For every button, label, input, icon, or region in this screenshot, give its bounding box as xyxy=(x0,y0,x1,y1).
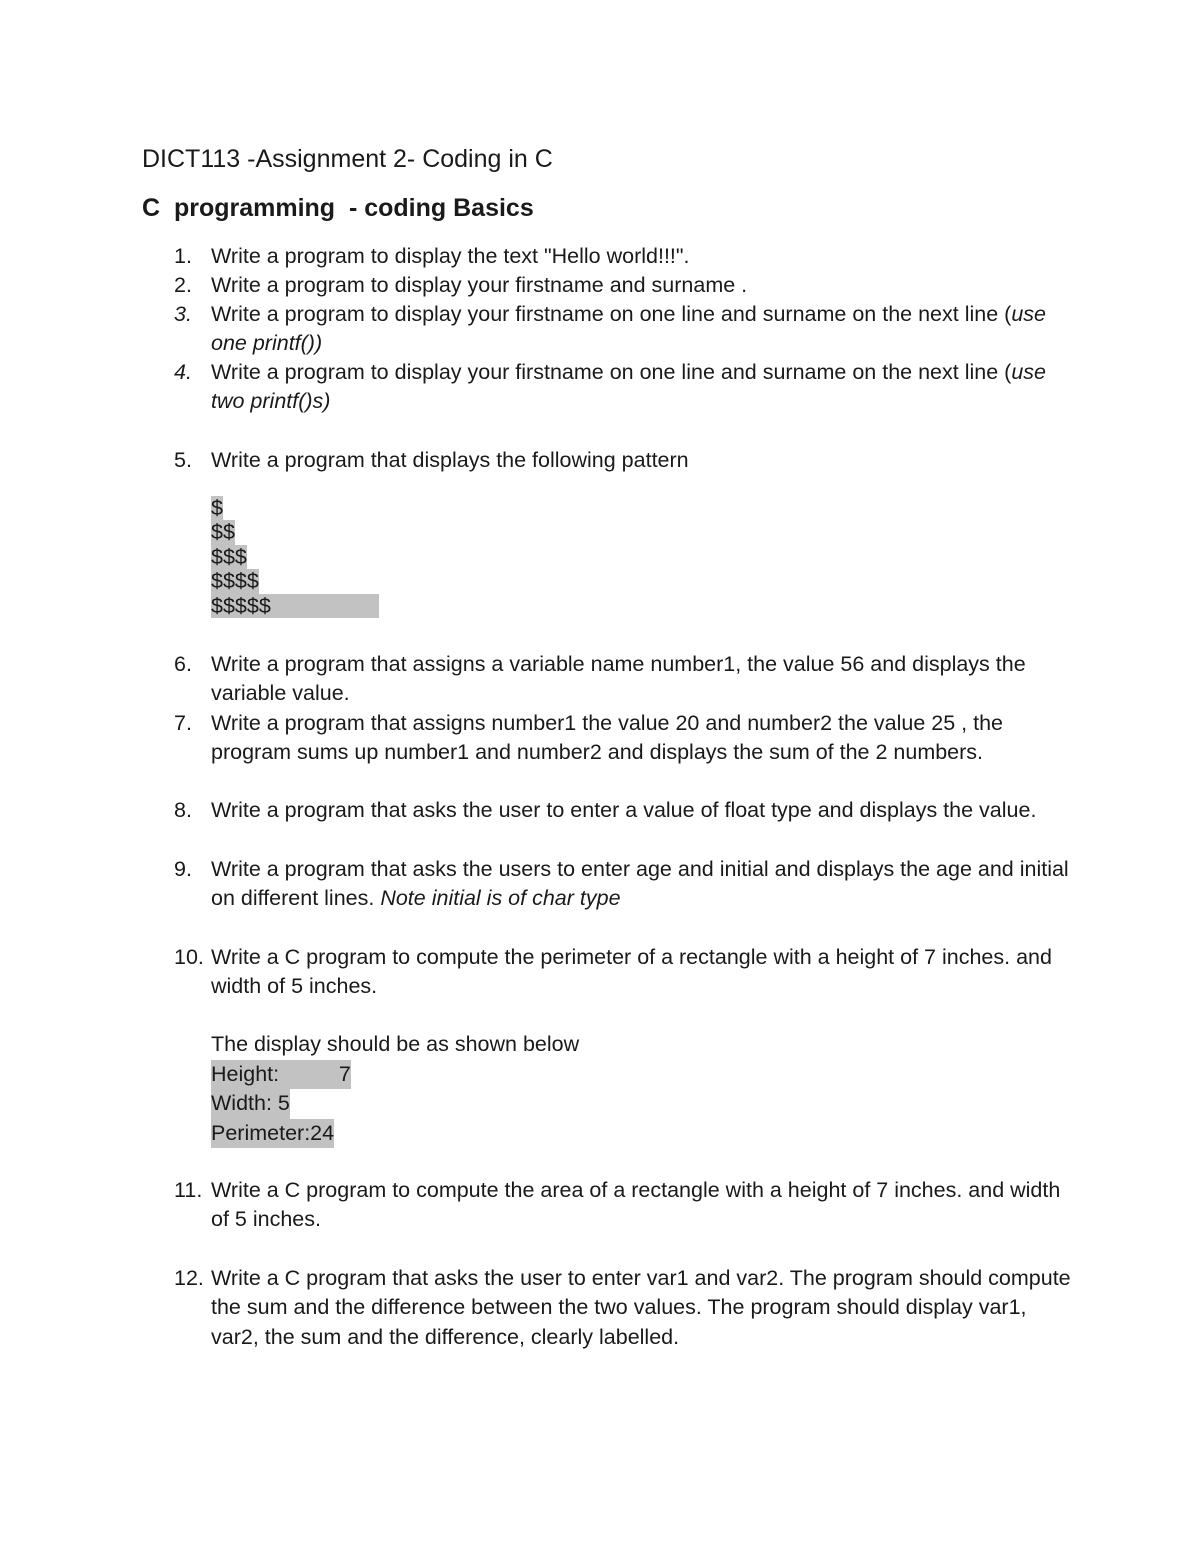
display-line-width: Width: 5 xyxy=(211,1089,290,1119)
question-number: 12. xyxy=(174,1266,204,1290)
document-title: DICT113 -Assignment 2- Coding in C xyxy=(142,145,553,173)
pattern-line: $$$$ xyxy=(211,569,259,594)
question-text-main: Write a program that asks the users to enter age and initial and displays the age and initial on different lines. xyxy=(211,857,1069,911)
question-text-main: Write a program to display your firstname on one line and surname on the next line ( xyxy=(211,360,1012,384)
pattern-line: $ xyxy=(211,496,223,520)
question-number: 8. xyxy=(174,798,192,822)
question-text: Write a program to display the text "Hello world!!!". xyxy=(211,244,690,268)
question-text xyxy=(211,300,1071,359)
display-line-height: Height: 7 xyxy=(211,1060,351,1090)
question-text-main: Write a program to display your firstname on one line and surname on the next line ( xyxy=(211,302,1012,326)
pattern-line: $$$$$ xyxy=(211,594,379,618)
question-text: Write a C program to compute the area of a rectangle with a height of 7 inches. and width of 5 inches. xyxy=(211,1178,1061,1232)
question-number: 9. xyxy=(174,857,192,881)
question-number: 4. xyxy=(174,360,192,384)
question-text: Write a program that assigns number1 the value 20 and number2 the value 25 , the program sums up number1 and number2 and displays the sum of the 2 numbers. xyxy=(211,711,1003,765)
question-text: Write a C program that asks the user to enter var1 and var2. The program should compute the sum and the difference between the two values. The program should display var1, var2, the sum and the difference, clearly labelled. xyxy=(211,1266,1071,1349)
dollar-pattern xyxy=(211,496,379,618)
question-text: Write a program that asks the user to enter a value of float type and displays the value. xyxy=(211,798,1037,822)
question-number: 7. xyxy=(174,711,192,735)
question-number: 11. xyxy=(174,1178,203,1202)
question-text-italic: use two printf()s) xyxy=(211,360,1046,414)
question-text-italic: use one printf()) xyxy=(211,302,1046,356)
question-number: 3. xyxy=(174,302,192,326)
question-number: 2. xyxy=(174,273,192,297)
display-intro: The display should be as shown below xyxy=(211,1032,580,1056)
question-number: 5. xyxy=(174,448,192,472)
question-text xyxy=(211,855,1071,914)
question-text xyxy=(211,358,1071,417)
question-text: Write a program to display your firstname and surname . xyxy=(211,273,748,297)
pattern-line: $$$ xyxy=(211,544,247,569)
question-text-italic: Note initial is of char type xyxy=(380,886,621,911)
document-subtitle: C programming - coding Basics xyxy=(142,194,534,222)
display-example xyxy=(211,1030,579,1148)
pattern-line: $$ xyxy=(211,520,235,545)
question-number: 1. xyxy=(174,244,192,268)
question-number: 6. xyxy=(174,652,192,676)
question-text: Write a program that assigns a variable name number1, the value 56 and displays the variable value. xyxy=(211,652,1026,706)
question-number: 10. xyxy=(174,945,204,969)
display-line-perimeter: Perimeter:24 xyxy=(211,1119,334,1149)
question-text: Write a C program to compute the perimeter of a rectangle with a height of 7 inches. and width of 5 inches. xyxy=(211,945,1052,999)
question-text: Write a program that displays the following pattern xyxy=(211,448,689,472)
